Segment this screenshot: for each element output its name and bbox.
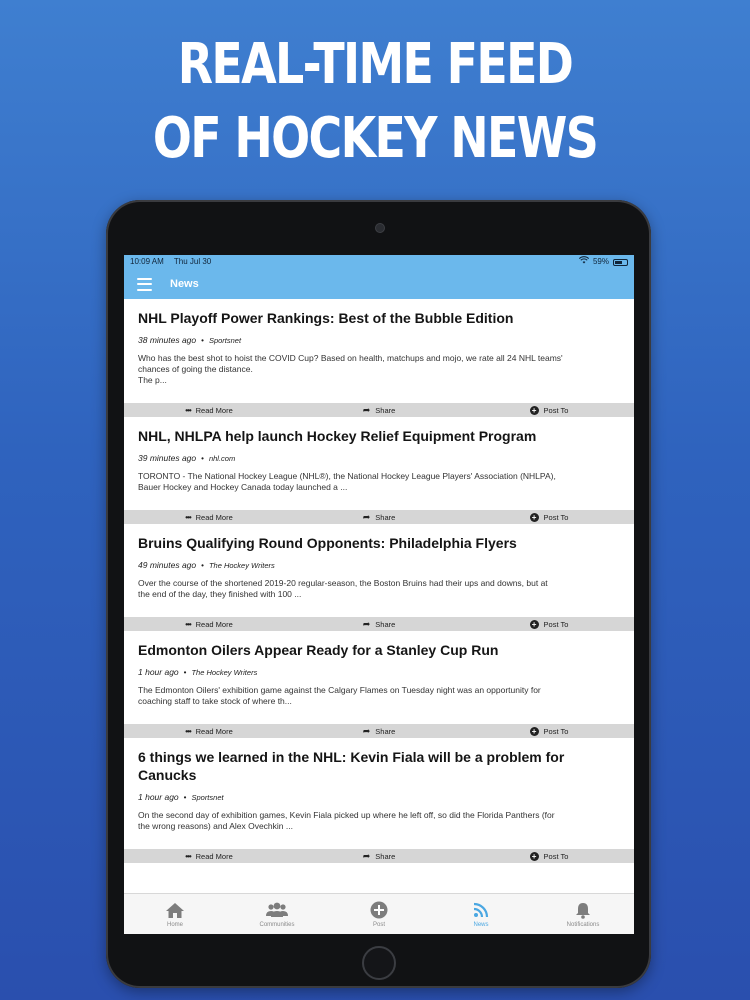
article-actions <box>124 403 634 417</box>
home-icon <box>165 900 185 920</box>
article-title[interactable]: Edmonton Oilers Appear Ready for a Stanley Cup Run <box>138 642 499 658</box>
article-summary: Who has the best shot to hoist the COVID Cup? Based on health, matchups and mojo, we rate all 24 NHL teams' chances of going the distance. The p... <box>138 353 563 385</box>
read-more-button[interactable]: ••• Read More <box>185 726 233 736</box>
read-more-button[interactable]: ••• Read More <box>185 619 233 629</box>
nav-bar <box>124 269 634 299</box>
article-time: 38 minutes ago <box>138 335 197 345</box>
tab-bar <box>124 893 634 934</box>
home-button[interactable] <box>362 946 396 980</box>
article-source: The Hockey Writers <box>191 667 258 677</box>
article-actions <box>124 510 634 524</box>
article-title[interactable]: 6 things we learned in the NHL: Kevin Fiala will be a problem for Canucks <box>138 749 565 783</box>
article-source: Sportsnet <box>191 792 224 802</box>
plus-circle-icon: + <box>530 513 539 522</box>
wifi-icon <box>579 255 589 269</box>
article-actions <box>124 724 634 738</box>
article-summary: TORONTO - The National Hockey League (NHL®), the National Hockey League Players' Association (NHLPA), Bauer Hockey and Hockey Canada today launched a ... <box>138 471 556 492</box>
news-article[interactable] <box>124 631 634 738</box>
tab-post[interactable]: Post <box>328 894 430 934</box>
camera-icon <box>376 224 384 232</box>
rss-icon <box>473 900 489 920</box>
post-to-button[interactable]: + Post To <box>464 513 634 522</box>
promo-line-2: OF HOCKEY NEWS <box>152 106 598 171</box>
more-dots-icon: ••• <box>185 726 191 736</box>
article-actions <box>124 617 634 631</box>
article-time: 39 minutes ago <box>138 453 197 463</box>
article-source: nhl.com <box>208 453 236 463</box>
plus-circle-icon: + <box>530 852 539 861</box>
share-icon: ➦ <box>362 850 371 861</box>
news-article[interactable] <box>124 417 634 524</box>
plus-circle-icon <box>370 900 388 920</box>
share-button[interactable]: ➦ Share <box>362 618 396 629</box>
news-article[interactable] <box>124 299 634 417</box>
read-more-button[interactable]: ••• Read More <box>185 405 233 415</box>
article-source: Sportsnet <box>208 335 242 345</box>
tab-news[interactable]: News <box>430 894 532 934</box>
news-article[interactable] <box>124 524 634 631</box>
meta-separator: • <box>201 453 204 463</box>
article-actions <box>124 849 634 863</box>
status-bar <box>124 255 634 269</box>
meta-separator: • <box>201 335 204 345</box>
plus-circle-icon: + <box>530 727 539 736</box>
article-source: The Hockey Writers <box>208 560 275 570</box>
article-title[interactable]: Bruins Qualifying Round Opponents: Philadelphia Flyers <box>138 535 517 551</box>
read-more-button[interactable]: ••• Read More <box>185 851 233 861</box>
article-summary: The Edmonton Oilers' exhibition game against the Calgary Flames on Tuesday night was an opportunity for coaching staff to take stock of where th... <box>138 685 541 706</box>
plus-circle-icon: + <box>530 406 539 415</box>
battery-icon <box>613 259 628 266</box>
news-feed[interactable] <box>124 299 634 893</box>
share-button[interactable]: ➦ Share <box>362 850 396 861</box>
article-title[interactable]: NHL Playoff Power Rankings: Best of the Bubble Edition <box>138 310 514 326</box>
share-button[interactable]: ➦ Share <box>362 725 396 736</box>
share-icon: ➦ <box>362 725 371 736</box>
share-button[interactable]: ➦ Share <box>362 511 396 522</box>
post-to-button[interactable]: + Post To <box>464 727 634 736</box>
tab-home[interactable]: Home <box>124 894 226 934</box>
app-screen <box>124 255 634 934</box>
share-icon: ➦ <box>362 618 371 629</box>
article-summary: On the second day of exhibition games, Kevin Fiala picked up where he left off, so did the Florida Panthers (for the wrong reasons) and Alex Ovechkin ... <box>138 810 555 831</box>
more-dots-icon: ••• <box>185 851 191 861</box>
post-to-button[interactable]: + Post To <box>464 852 634 861</box>
tab-communities[interactable]: Communities <box>226 894 328 934</box>
read-more-button[interactable]: ••• Read More <box>185 512 233 522</box>
meta-separator: • <box>183 792 187 802</box>
post-to-button[interactable]: + Post To <box>464 406 634 415</box>
meta-separator: • <box>183 667 187 677</box>
tab-notifications[interactable]: Notifications <box>532 894 634 934</box>
menu-icon[interactable] <box>137 278 152 291</box>
news-article[interactable] <box>124 738 634 863</box>
article-time: 49 minutes ago <box>138 560 197 570</box>
article-summary: Over the course of the shortened 2019-20 regular-season, the Boston Bruins had their ups and downs, but at the end of the day, they finished with 100 ... <box>138 578 548 599</box>
promo-line-1: REAL-TIME FEED <box>177 32 573 97</box>
meta-separator: • <box>201 560 204 570</box>
plus-circle-icon: + <box>530 620 539 629</box>
more-dots-icon: ••• <box>185 512 191 522</box>
article-time: 1 hour ago <box>138 792 179 802</box>
article-time: 1 hour ago <box>138 667 179 677</box>
nav-title: News <box>170 278 199 290</box>
more-dots-icon: ••• <box>185 405 191 415</box>
post-to-button[interactable]: + Post To <box>464 620 634 629</box>
share-button[interactable]: ➦ Share <box>362 404 396 415</box>
more-dots-icon: ••• <box>185 619 191 629</box>
users-icon <box>265 900 289 920</box>
share-icon: ➦ <box>362 511 371 522</box>
promo-headline <box>68 28 683 176</box>
share-icon: ➦ <box>362 404 371 415</box>
bell-icon <box>575 900 591 920</box>
status-date: Thu Jul 30 <box>173 257 212 266</box>
article-title[interactable]: NHL, NHLPA help launch Hockey Relief Equipment Program <box>138 428 537 444</box>
battery-percent: 59% <box>592 257 609 266</box>
ipad-frame <box>106 200 651 988</box>
status-time: 10:09 AM <box>130 257 164 266</box>
